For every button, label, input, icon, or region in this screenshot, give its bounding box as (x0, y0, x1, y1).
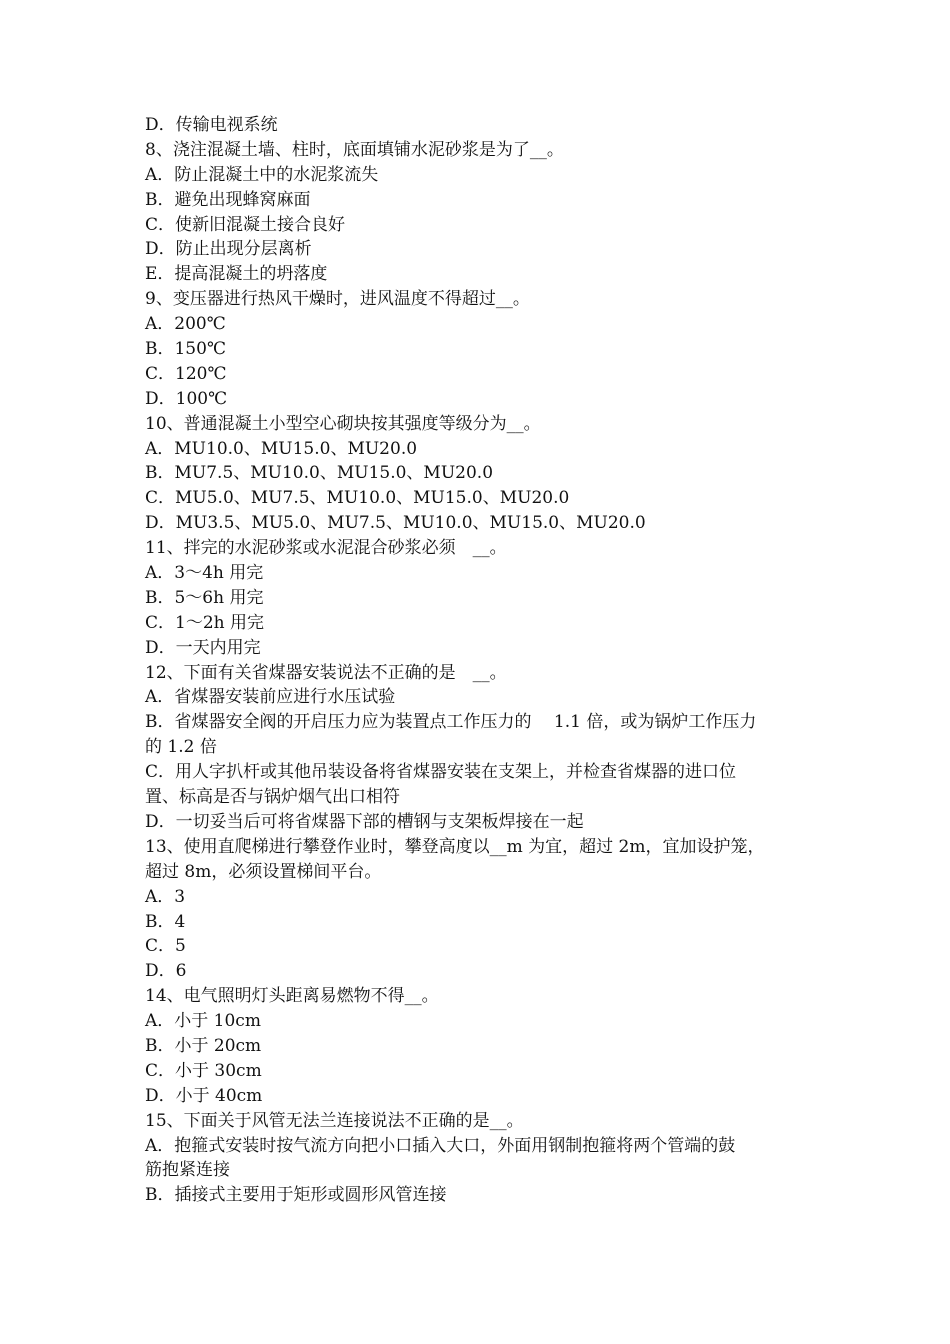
option-line: A．省煤器安装前应进行水压试验 (145, 687, 396, 708)
option-line: A．3～4h 用完 (145, 563, 264, 584)
option-line: C．5 (145, 936, 186, 957)
question-line: 10、普通混凝土小型空心砌块按其强度等级分为__。 (145, 413, 541, 434)
question-continuation-line: 超过 8m，必须设置梯间平台。 (145, 861, 382, 882)
option-line: D．传输电视系统 (145, 115, 278, 135)
question-line: 14、电气照明灯头距离易燃物不得__。 (145, 986, 439, 1007)
option-line: E．提高混凝土的坍落度 (145, 264, 328, 285)
option-line: C．1～2h 用完 (145, 612, 264, 633)
question-line: 13、使用直爬梯进行攀登作业时，攀登高度以__m 为宜，超过 2m，宜加设护笼， (145, 836, 765, 857)
option-line: C．用人字扒杆或其他吊装设备将省煤器安装在支架上，并检查省煤器的进口位 (145, 762, 737, 783)
option-line: D．MU3.5、MU5.0、MU7.5、MU10.0、MU15.0、MU20.0 (145, 513, 646, 534)
option-line: A．抱箍式安装时按气流方向把小口插入大口，外面用钢制抱箍将两个管端的鼓 (145, 1135, 736, 1156)
option-continuation-line: 筋抱紧连接 (145, 1160, 230, 1181)
option-line: C．120℃ (145, 363, 227, 384)
option-line: C．MU5.0、MU7.5、MU10.0、MU15.0、MU20.0 (145, 488, 570, 509)
question-line: 15、下面关于风管无法兰连接说法不正确的是__。 (145, 1110, 524, 1131)
option-line: B．MU7.5、MU10.0、MU15.0、MU20.0 (145, 463, 494, 484)
option-line: B．150℃ (145, 339, 226, 360)
option-line: B．4 (145, 911, 186, 932)
option-line: A．3 (145, 886, 186, 907)
option-continuation-line: 置、标高是否与锅炉烟气出口相符 (145, 787, 400, 808)
option-line: C．小于 30cm (145, 1060, 262, 1081)
option-line: A．MU10.0、MU15.0、MU20.0 (145, 438, 418, 459)
option-line: D．小于 40cm (145, 1085, 263, 1106)
option-line: C．使新旧混凝土接合良好 (145, 214, 346, 235)
option-line: B．避免出现蜂窝麻面 (145, 189, 311, 210)
document-body (145, 113, 810, 1208)
option-line: B．省煤器安全阀的开启压力应为装置点工作压力的 1.1 倍，或为锅炉工作压力 (145, 712, 757, 733)
question-line: 12、下面有关省煤器安装说法不正确的是 __。 (145, 662, 507, 683)
option-line: D．一天内用完 (145, 637, 261, 658)
option-line: B．插接式主要用于矩形或圆形风管连接 (145, 1185, 447, 1206)
option-line: A．防止混凝土中的水泥浆流失 (145, 164, 379, 185)
question-line: 8、浇注混凝土墙、柱时，底面填铺水泥砂浆是为了__。 (145, 139, 564, 160)
option-line: A．200℃ (145, 314, 226, 335)
option-line: B．5～6h 用完 (145, 587, 264, 608)
option-line: D．100℃ (145, 388, 228, 409)
question-line: 11、拌完的水泥砂浆或水泥混合砂浆必须 __。 (145, 538, 507, 559)
option-line: D．6 (145, 961, 187, 982)
option-line: A．小于 10cm (145, 1011, 261, 1032)
option-line: D．一切妥当后可将省煤器下部的槽钢与支架板焊接在一起 (145, 811, 584, 832)
question-line: 9、变压器进行热风干燥时，进风温度不得超过__。 (145, 289, 530, 310)
option-line: D．防止出现分层离析 (145, 239, 312, 260)
option-line: B．小于 20cm (145, 1035, 262, 1056)
option-continuation-line: 的 1.2 倍 (145, 737, 217, 758)
